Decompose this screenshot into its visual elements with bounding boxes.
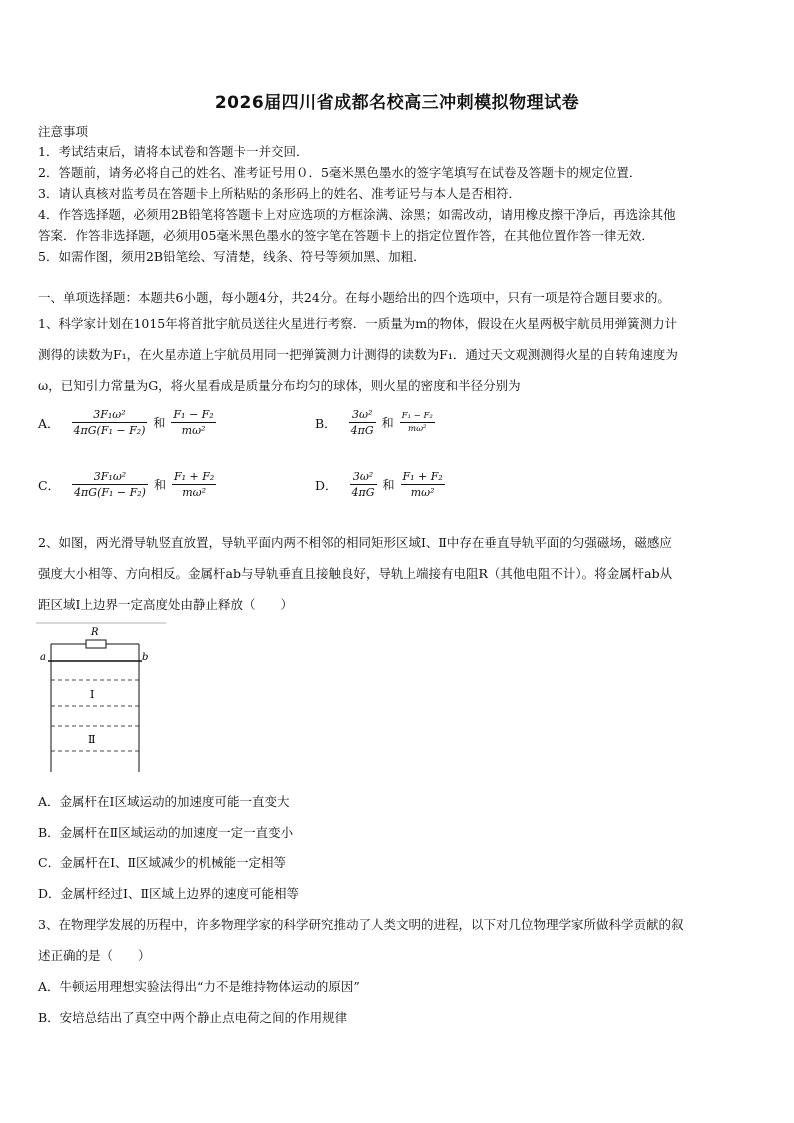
q1-option-c-radius: $\frac{\text{F₁ + F₂}}{\text{mω²}}$ (173, 470, 215, 499)
q1-option-a-radius: $\frac{\text{F₁ − F₂}}{\text{mω²}}$ (173, 408, 214, 437)
q1-stem-line3: ω，已知引力常量为G，将火星看成是质量分布均匀的球体，则火星的密度和半径分别为 (38, 378, 521, 393)
q2-option-d[interactable]: D．金属杆经过Ⅰ、Ⅱ区域上边界的速度可能相等 (38, 886, 299, 901)
resistor-icon (86, 640, 106, 648)
rod-label-a: a (40, 652, 46, 663)
q2-option-c[interactable]: C．金属杆在Ⅰ、Ⅱ区域减少的机械能一定相等 (38, 855, 286, 870)
notice-heading: 注意事项 (38, 124, 89, 139)
q2-stem-line1: 2、如图，两光滑导轨竖直放置，导轨平面内两不相邻的相同矩形区域Ⅰ、Ⅱ中存在垂直导轨平面的匀强磁场，磁感应 (38, 535, 672, 550)
q1-option-d-radius: $\frac{\text{F₁ + F₂}}{\text{mω²}}$ (402, 470, 443, 499)
q2-stem-line3: 距区域Ⅰ上边界一定高度处由静止释放（ ） (38, 597, 293, 612)
q1-option-c[interactable] (38, 470, 216, 499)
q1-option-a-and: 和 (153, 416, 166, 430)
q1-option-a-label: A． (38, 415, 60, 431)
q1-option-b[interactable] (315, 408, 435, 437)
q3-stem-line2: 述正确的是（ ） (38, 948, 151, 963)
rod-label-b: b (142, 652, 149, 663)
q1-option-d-and: 和 (382, 478, 395, 492)
notice-item-1: 1．考试结束后，请将本试卷和答题卡一并交回． (38, 144, 309, 159)
q1-option-c-and: 和 (153, 478, 166, 492)
q1-option-a[interactable] (38, 408, 216, 437)
q1-stem-line1: 1、科学家计划在1015年将首批宇航员送往火星进行考察．一质量为m的物体，假设在火星两极宇航员用弹簧测力计 (38, 316, 678, 331)
q1-option-c-label: C． (38, 477, 61, 493)
q1-option-b-radius: $\frac{\text{F₁ − F₂}}{\text{mω²}}$ (401, 411, 433, 434)
notice-item-3: 3．请认真核对监考员在答题卡上所粘贴的条形码上的姓名、准考证号与本人是否相符． (38, 186, 521, 201)
q1-option-d-label: D． (315, 477, 338, 493)
q2-option-a[interactable]: A．金属杆在Ⅰ区域运动的加速度可能一直变大 (38, 794, 290, 809)
notice-item-2: 2．答题前，请务必将自己的姓名、准考证号用０．5毫米黑色墨水的签字笔填写在试卷及答题卡的规定位置． (38, 165, 642, 180)
q3-stem-line1: 3、在物理学发展的历程中，许多物理学家的科学研究推动了人类文明的进程，以下对几位物理学家所做科学贡献的叙 (38, 917, 684, 932)
q1-option-b-density: $\frac{\text{3ω²}}{4\pi G}$ (350, 408, 374, 437)
notice-item-5: 5．如需作图，须用2B铅笔绘、写清楚，线条、符号等须加黑、加粗． (38, 249, 426, 264)
q2-rail-diagram (36, 620, 170, 776)
notice-item-4: 4．作答选择题，必须用2B铅笔将答题卡上对应选项的方框涂满、涂黑；如需改动，请用橡皮擦干净后，再选涂其他 (38, 207, 676, 222)
region2-label: Ⅱ (88, 733, 96, 746)
q3-option-a[interactable]: A．牛顿运用理想实验法得出“力不是维持物体运动的原因” (38, 979, 360, 994)
resistor-label: R (91, 627, 99, 638)
q1-option-c-density: $\frac{\text{3F₁ω²}}{\text{4πG(F₁ − F₂)}}$ (74, 470, 146, 499)
notice-item-4-cont: 答案．作答非选择题，必须用05毫米黑色墨水的签字笔在答题卡上的指定位置作答，在其他位置作答一律无效． (38, 228, 654, 243)
exam-title: 2026届四川省成都名校高三冲刺模拟物理试卷 (214, 93, 580, 113)
region1-label: Ⅰ (90, 688, 95, 701)
q1-option-d-density: $\frac{\text{3ω²}}{4\pi G}$ (351, 470, 375, 499)
section-heading: 一、单项选择题：本题共6小题，每小题4分，共24分。在每小题给出的四个选项中，只有一项是符合题目要求的。 (38, 290, 670, 305)
q3-option-b[interactable]: B．安培总结出了真空中两个静止点电荷之间的作用规律 (38, 1010, 348, 1025)
q2-option-b[interactable]: B．金属杆在Ⅱ区域运动的加速度一定一直变小 (38, 825, 294, 840)
q1-option-b-and: 和 (381, 416, 394, 430)
q1-option-b-label: B． (315, 415, 337, 431)
q1-stem-line2: 测得的读数为F₁，在火星赤道上宇航员用同一把弹簧测力计测得的读数为F₁．通过天文观测测得火星的自转角速度为 (38, 347, 678, 362)
q1-option-d[interactable] (315, 470, 445, 499)
q2-stem-line2: 强度大小相等、方向相反。金属杆ab与导轨垂直且接触良好，导轨上端接有电阻R（其他电阻不计）。将金属杆ab从 (38, 566, 673, 581)
q1-option-a-density: $\frac{\text{3F₁ω²}}{\text{4πG(F₁ − F₂)}}$ (73, 408, 146, 437)
